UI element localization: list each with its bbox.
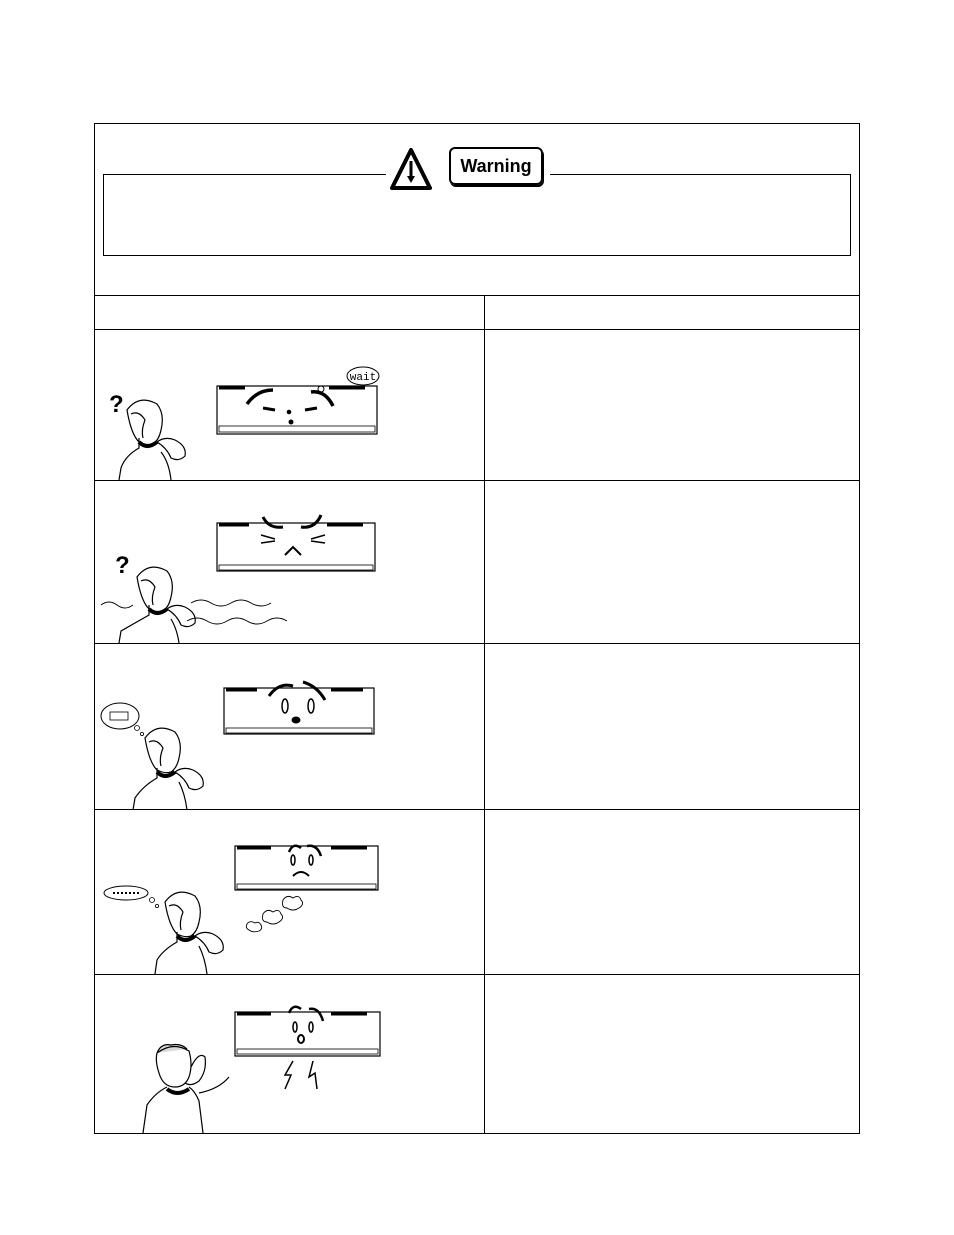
warning-label: Warning: [449, 147, 543, 185]
ac-unit-shock-illustration: [95, 975, 484, 1133]
ac-unit-sad-illustration: [95, 810, 484, 974]
woman-figure: [119, 567, 195, 643]
airflow-lines: [101, 600, 271, 608]
illustration-row-3: [95, 644, 484, 809]
ac-unit: [217, 386, 377, 434]
explanation-row-4: [485, 810, 859, 974]
man-figure: [143, 1045, 229, 1134]
lightning-bolt-icon: [285, 1061, 317, 1089]
explanation-row-1: [485, 330, 859, 480]
ac-unit-noise-illustration: [95, 481, 484, 643]
woman-figure: [119, 400, 185, 480]
question-mark-icon: ?: [115, 552, 130, 579]
ac-unit: [235, 1007, 380, 1056]
explanation-row-5: [485, 975, 859, 1133]
explanation-row-2: [485, 481, 859, 643]
illustration-row-4: [95, 810, 484, 974]
illustration-row-2: [95, 481, 484, 643]
question-mark-icon: ?: [109, 391, 124, 418]
column-header-explanation: [485, 296, 859, 329]
illustration-row-5: [95, 975, 484, 1133]
ac-unit: [217, 515, 375, 571]
thought-bubble: [101, 703, 139, 729]
speech-bubble-text: wait: [349, 372, 377, 384]
explanation-row-3: [485, 644, 859, 809]
ac-unit-wait-illustration: [95, 330, 484, 480]
illustration-row-1: [95, 330, 484, 480]
woman-figure: [133, 728, 203, 809]
column-header-symptom: [95, 296, 484, 329]
ac-unit-thinking-illustration: [95, 644, 484, 809]
warning-triangle-icon: [390, 147, 432, 191]
warning-header: [386, 143, 550, 193]
ac-unit: [224, 682, 374, 734]
mist-clouds: [246, 896, 302, 931]
woman-figure: [155, 892, 223, 974]
ac-unit: [235, 846, 378, 890]
